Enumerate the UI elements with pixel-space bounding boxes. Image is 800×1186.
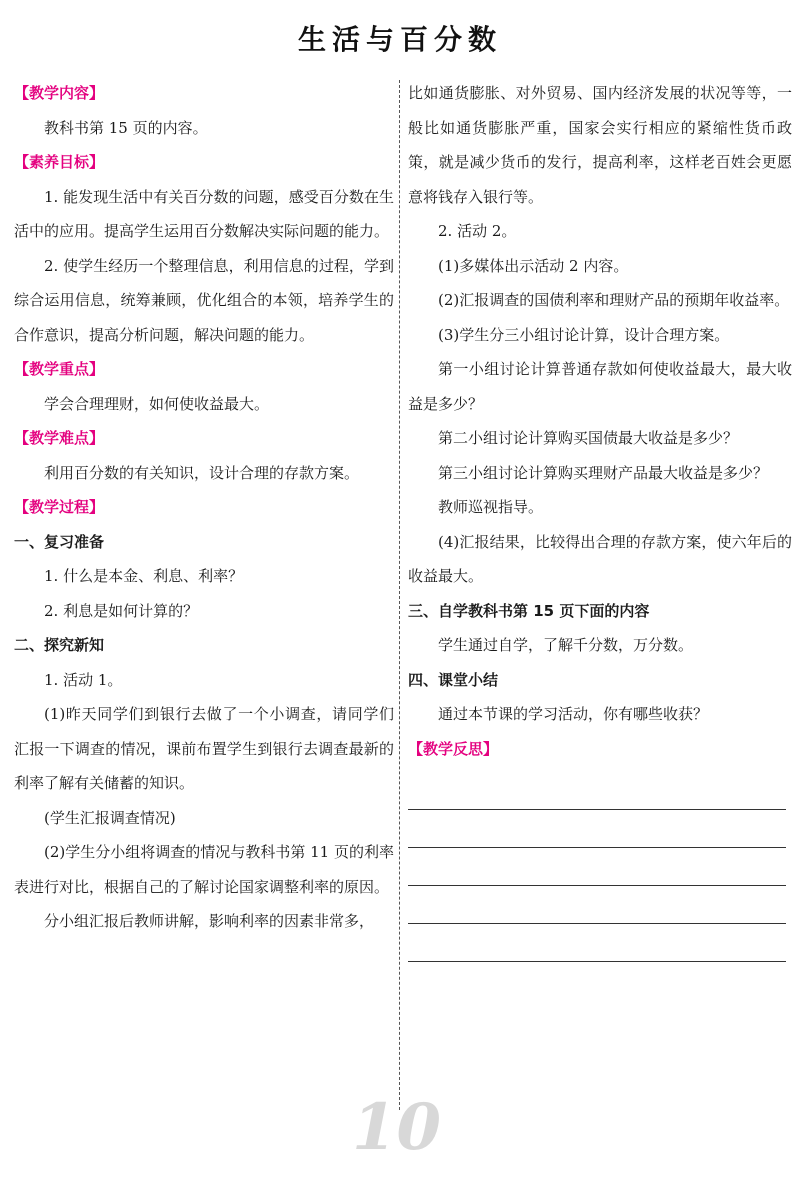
writing-line [408,848,786,886]
writing-line [408,810,786,848]
continued-paragraph: 比如通货膨胀、对外贸易、国内经济发展的状况等等，一般比如通货膨胀严重，国家会实行相应的紧缩性货币政策，就是减少货币的发行，提高利率，这样老百姓会更愿意将钱存入银行等。 [408,84,792,206]
activity-1-paragraph-3: (2)学生分小组将调查的情况与教科书第 11 页的利率表进行对比，根据自己的了解讨论国家调整利率的原因。 [14,843,394,896]
activity-2-heading: 2. 活动 2。 [438,222,517,240]
activity-1-paragraph-1: (1)昨天同学们到银行去做了一个小调查，请同学们汇报一下调查的情况，课前布置学生到银行去调查最新的利率了解有关储蓄的知识。 [14,705,394,792]
group-2-text: 第二小组讨论计算购买国债最大收益是多少？ [438,429,739,447]
heading-difficulties: 【教学难点】 [14,429,105,447]
section-4-heading: 四、课堂小结 [408,670,499,689]
heading-teaching-process: 【教学过程】 [14,498,105,516]
column-divider [399,80,400,1110]
activity-1-heading: 1. 活动 1。 [44,670,123,689]
writing-line [408,924,786,962]
left-column [14,76,394,939]
section-4-text: 通过本节课的学习活动，你有哪些收获？ [438,705,709,723]
section-3-heading: 三、自学教科书第 15 页下面的内容 [408,601,650,620]
page-title: 生活与百分数 [297,23,502,56]
writing-line [408,772,786,810]
activity-2-paragraph-1: (1)多媒体出示活动 2 内容。 [438,256,629,275]
page-number: 10 [352,1090,442,1165]
activity-2-paragraph-2: (2)汇报调查的国债利率和理财产品的预期年收益率。 [438,291,790,309]
section-1-question-1: 1. 什么是本金、利息、利率？ [44,567,244,585]
writing-line [408,886,786,924]
reflection-writing-lines [408,772,792,962]
section-3-text: 学生通过自学，了解千分数，万分数。 [438,636,694,654]
teacher-guidance-text: 教师巡视指导。 [438,498,544,516]
heading-literacy-goals: 【素养目标】 [14,153,105,171]
heading-teaching-content: 【教学内容】 [14,84,105,102]
goal-2-text: 2. 使学生经历一个整理信息，利用信息的过程，学到综合运用信息，统筹兼顾，优化组合的本领，培养学生的合作意识，提高分析问题，解决问题的能力。 [14,256,394,344]
key-points-text: 学会合理理财，如何使收益最大。 [44,394,270,413]
activity-1-paragraph-4: 分小组汇报后教师讲解，影响利率的因素非常多， [44,912,375,930]
goal-1-text: 1. 能发现生活中有关百分数的问题，感受百分数在生活中的应用。提高学生运用百分数解决实际问题的能力。 [14,187,394,240]
activity-2-paragraph-3: (3)学生分三小组讨论计算，设计合理方案。 [438,325,730,344]
heading-teaching-reflection: 【教学反思】 [408,739,499,758]
group-3-text: 第三小组讨论计算购买理财产品最大收益是多少？ [438,463,769,482]
section-1-question-2: 2. 利息是如何计算的？ [44,601,199,620]
teaching-content-text: 教科书第 15 页的内容。 [44,118,208,137]
difficulties-text: 利用百分数的有关知识，设计合理的存款方案。 [44,463,360,482]
group-1-text: 第一小组讨论计算普通存款如何使收益最大，最大收益是多少？ [408,360,792,413]
section-2-heading: 二、探究新知 [14,636,105,654]
heading-key-points: 【教学重点】 [14,360,105,378]
activity-1-paragraph-2: (学生汇报调查情况) [44,808,176,827]
right-column [408,76,792,962]
activity-2-paragraph-4: (4)汇报结果，比较得出合理的存款方案，使六年后的收益最大。 [408,532,792,585]
section-1-heading: 一、复习准备 [14,532,105,551]
